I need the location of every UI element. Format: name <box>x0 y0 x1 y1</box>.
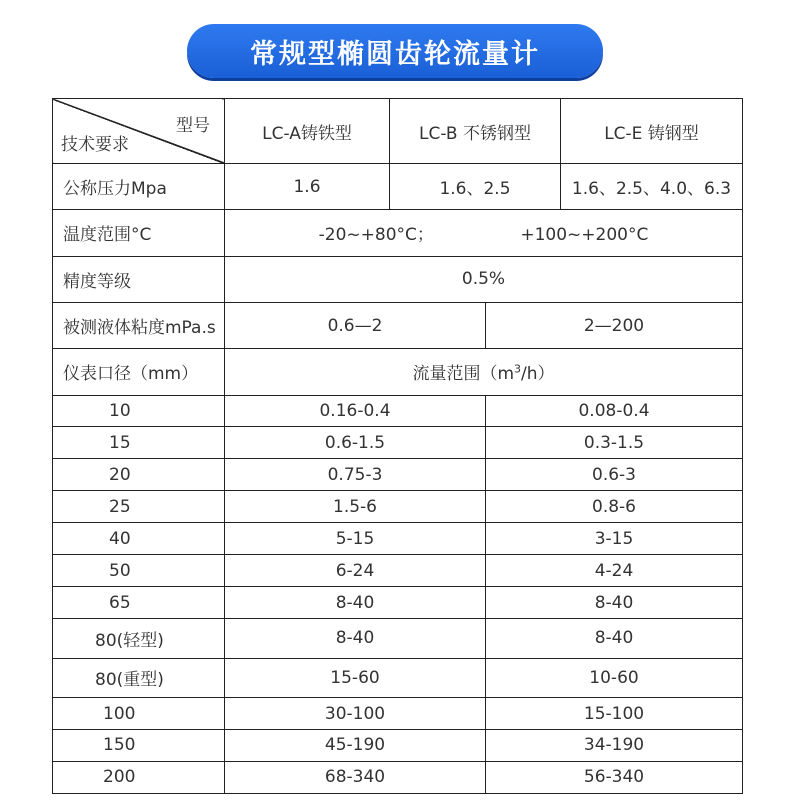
caliber-cell: 40 <box>53 523 225 555</box>
viscosity-label: 被测液体粘度mPa.s <box>53 302 225 348</box>
flow-range-b-cell: 0.3-1.5 <box>486 427 743 459</box>
viscosity-row <box>53 302 743 348</box>
flow-range-b-cell: 0.08-0.4 <box>486 395 743 427</box>
accuracy-value: 0.5% <box>225 256 743 302</box>
table-row <box>53 761 743 793</box>
flow-range-b-cell: 0.8-6 <box>486 491 743 523</box>
flow-range-a-cell: 0.16-0.4 <box>225 395 486 427</box>
flow-range-a-cell: 68-340 <box>225 761 486 793</box>
temperature-label: 温度范围°C <box>53 210 225 256</box>
accuracy-label: 精度等级 <box>53 256 225 302</box>
temperature-row <box>53 210 743 256</box>
flow-range-a-cell: 45-190 <box>225 729 486 761</box>
flow-range-a-cell: 6-24 <box>225 555 486 587</box>
pressure-value-lcb: 1.6、2.5 <box>390 164 561 210</box>
model-header-lce: LC-E 铸钢型 <box>561 99 743 164</box>
pressure-label: 公称压力Mpa <box>53 164 225 210</box>
caliber-cell: 80(重型) <box>53 658 225 698</box>
flow-range-header <box>225 349 743 395</box>
flow-range-b-cell: 8-40 <box>486 619 743 659</box>
flow-range-b-cell: 8-40 <box>486 587 743 619</box>
caliber-cell: 100 <box>53 698 225 730</box>
flow-range-b-cell: 0.6-3 <box>486 459 743 491</box>
model-header-lcb: LC-B 不锈钢型 <box>390 99 561 164</box>
flow-range-a-cell: 30-100 <box>225 698 486 730</box>
flow-range-b-cell: 4-24 <box>486 555 743 587</box>
caliber-cell: 150 <box>53 729 225 761</box>
flow-range-a-cell: 5-15 <box>225 523 486 555</box>
table-row <box>53 491 743 523</box>
table-row <box>53 658 743 698</box>
corner-cell <box>53 99 225 164</box>
flow-range-superscript: 3 <box>514 362 522 376</box>
flow-range-suffix: /h） <box>521 364 555 385</box>
table-row <box>53 619 743 659</box>
table-row <box>53 587 743 619</box>
flow-range-b-cell: 10-60 <box>486 658 743 698</box>
header-row <box>53 99 743 164</box>
pressure-value-lce: 1.6、2.5、4.0、6.3 <box>561 164 743 210</box>
pressure-row <box>53 164 743 210</box>
flow-range-b-cell: 34-190 <box>486 729 743 761</box>
viscosity-value-high: 2—200 <box>486 302 743 348</box>
flow-range-a-cell: 15-60 <box>225 658 486 698</box>
model-header-lca: LC-A铸铁型 <box>225 99 390 164</box>
flow-range-b-cell: 15-100 <box>486 698 743 730</box>
caliber-cell: 25 <box>53 491 225 523</box>
spec-table <box>52 98 743 794</box>
caliber-cell: 65 <box>53 587 225 619</box>
flow-range-a-cell: 1.5-6 <box>225 491 486 523</box>
flow-header-row <box>53 349 743 395</box>
table-row <box>53 555 743 587</box>
pressure-value-lca: 1.6 <box>225 164 390 210</box>
caliber-label: 仪表口径（mm） <box>53 349 225 395</box>
table-row <box>53 729 743 761</box>
flow-range-b-cell: 56-340 <box>486 761 743 793</box>
table-row <box>53 698 743 730</box>
table-row <box>53 459 743 491</box>
caliber-cell: 200 <box>53 761 225 793</box>
flow-range-b-cell: 3-15 <box>486 523 743 555</box>
corner-requirement-label: 技术要求 <box>61 135 129 155</box>
flow-range-a-cell: 0.6-1.5 <box>225 427 486 459</box>
table-row <box>53 427 743 459</box>
viscosity-value-low: 0.6—2 <box>225 302 486 348</box>
accuracy-row <box>53 256 743 302</box>
flow-range-a-cell: 8-40 <box>225 587 486 619</box>
temperature-value: -20~+80°C； +100~+200°C <box>225 210 743 256</box>
corner-model-label: 型号 <box>176 116 210 136</box>
page-title: 常规型椭圆齿轮流量计 <box>187 24 603 78</box>
caliber-cell: 10 <box>53 395 225 427</box>
flow-range-prefix: 流量范围（m <box>412 364 515 385</box>
caliber-cell: 80(轻型) <box>53 619 225 659</box>
table-row <box>53 395 743 427</box>
flow-rows <box>53 395 743 793</box>
flow-range-a-cell: 8-40 <box>225 619 486 659</box>
caliber-cell: 20 <box>53 459 225 491</box>
flow-range-a-cell: 0.75-3 <box>225 459 486 491</box>
caliber-cell: 15 <box>53 427 225 459</box>
table-row <box>53 523 743 555</box>
caliber-cell: 50 <box>53 555 225 587</box>
